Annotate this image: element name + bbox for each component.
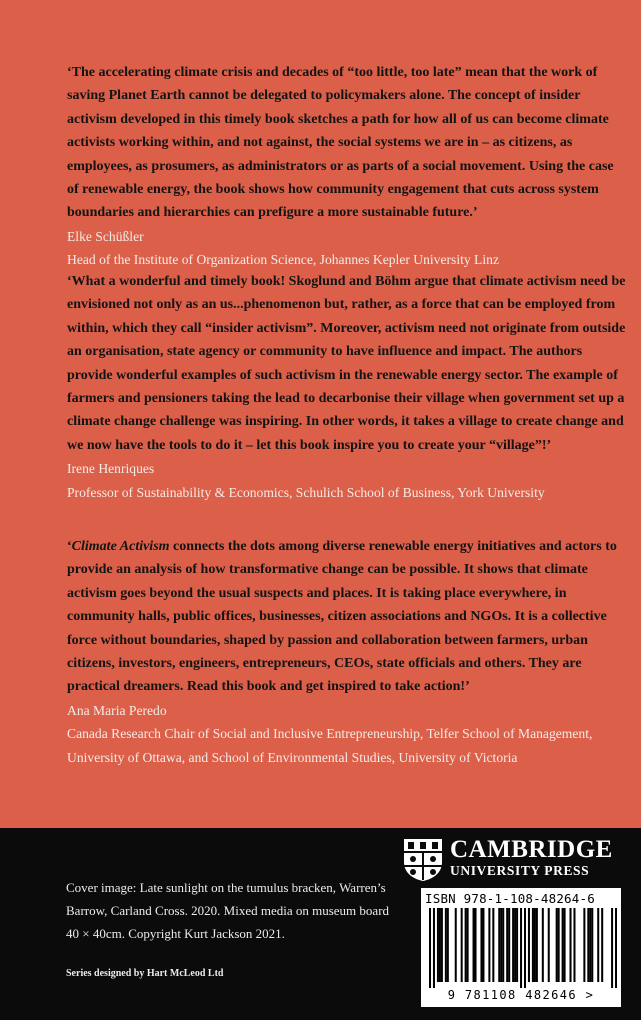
barcode-bar <box>524 908 526 988</box>
barcode-bar <box>465 908 467 982</box>
barcode-bar <box>548 908 550 982</box>
quote-open-mark: ‘ <box>67 539 72 554</box>
isbn-barcode <box>421 888 621 1007</box>
barcode-bar <box>532 908 534 982</box>
barcode-bar <box>528 908 530 982</box>
endorsement-quote <box>67 535 627 769</box>
barcode-bar <box>615 908 617 988</box>
barcode-bar <box>480 908 482 982</box>
publisher-subname: UNIVERSITY PRESS <box>450 863 590 878</box>
barcode-bar <box>542 908 544 982</box>
barcode-bar <box>583 908 585 982</box>
barcode-bar <box>488 908 490 982</box>
quote-author: Ana Maria Peredo <box>67 702 167 718</box>
quote-body: connects the dots among diverse renewable energy initiatives and actors to provide an analysis of how transformative change can be possible. It shows that climate activism goes beyond the usual suspects and places. It is taking place everywhere, in community halls, public offices, businesses, citizen associations and NGOs. It is a collective force without boundaries, shaped by passion and collaboration between farmers, urban citizens, investors, engineers, entrepreneurs, CEOs, state officials and others. They are practical dreamers. Read this book and get inspired to take action!’ <box>67 539 617 695</box>
barcode-bar <box>445 908 447 982</box>
barcode-bar <box>502 908 504 982</box>
barcode-bar <box>455 908 457 982</box>
series-credit: Series designed by Hart McLeod Ltd <box>66 968 224 979</box>
barcode-bar <box>500 908 502 982</box>
barcode-bar <box>536 908 538 982</box>
barcode-bar <box>492 908 494 982</box>
barcode-bar <box>601 908 603 982</box>
quote-affiliation: Head of the Institute of Organization Science, Johannes Kepler University Linz <box>67 252 499 268</box>
barcode-bar <box>512 908 514 982</box>
barcode-bar <box>570 908 572 982</box>
quote-author: Irene Henriques <box>67 461 155 477</box>
isbn-label: ISBN 978-1-108-48264-6 <box>425 891 595 906</box>
barcode-bar <box>482 908 484 982</box>
barcode-bar <box>514 908 516 982</box>
barcode-bar <box>441 908 443 982</box>
barcode-bar <box>429 908 431 988</box>
barcode-bar <box>439 908 441 982</box>
barcode-bar <box>587 908 589 982</box>
barcode-bar <box>461 908 463 982</box>
barcode-bar <box>473 908 475 982</box>
publisher-name: CAMBRIDGE <box>450 836 613 863</box>
barcode-bar <box>589 908 591 982</box>
endorsement-quote <box>67 270 627 504</box>
cambridge-shield-icon <box>403 838 443 882</box>
barcode-bar <box>437 908 439 982</box>
barcode-bar <box>611 908 613 988</box>
quote-affiliation: Canada Research Chair of Social and Inclusive Entrepreneurship, Telfer School of Management, University of Ottawa, and School of Environmental Studies, University of Victoria <box>67 726 593 765</box>
barcode-bar <box>556 908 558 982</box>
barcode-bar <box>562 908 564 982</box>
quote-text <box>67 535 627 699</box>
barcode-bar <box>534 908 536 982</box>
quote-text: ‘What a wonderful and timely book! Skoglund and Böhm argue that climate activism need be envisioned not only as an us...phenomenon but, rather, as a force that can be employed from within, which they call “insider activism”. Moreover, activism need not originate from outside an organisation, state agency or community to have influence and impact. The authors provide wonderful examples of such activism in the renewable energy sector. The example of farmers and pensioners taking the lead to decarbonise their village when government set up a climate change challenge was inspiring. In other words, it takes a village to create change and we now have the tools to do it – let this book inspire you to create your “village”!’ <box>67 274 626 453</box>
barcode-bar <box>516 908 518 982</box>
quote-text: ‘The accelerating climate crisis and decades of “too little, too late” mean that the work of saving Planet Earth cannot be delegated to policymakers alone. The concept of insider activism developed in this timely book sketches a path for how all of us can become climate activists working within, and not against, the social systems we are in – as citizens, as employees, as prosumers, as administrators or as parts of a social movement. Using the case of renewable energy, the book shows how community engagement that cuts across system boundaries and hierarchies can prefigure a more sustainable future.’ <box>67 65 614 221</box>
barcode-digits: 9 781108 482646 > <box>447 988 595 1002</box>
barcode-bar <box>558 908 560 982</box>
cover-credit: Cover image: Late sunlight on the tumulus bracken, Warren’s Barrow, Carland Cross. 2020. Mixed media on museum board 40 × 40cm. Copyright Kurt Jackson 2021. <box>66 880 390 941</box>
barcode-bar <box>467 908 469 982</box>
barcode-bar <box>498 908 500 982</box>
endorsement-quote <box>67 61 627 272</box>
barcode-bar <box>520 908 522 988</box>
barcode-bar <box>564 908 566 982</box>
barcode-bar <box>506 908 508 982</box>
barcode-bar <box>591 908 593 982</box>
quote-affiliation: Professor of Sustainability & Economics, Schulich School of Business, York University <box>67 484 545 500</box>
book-title: Climate Activism <box>71 539 170 554</box>
barcode-bars <box>429 908 617 988</box>
barcode-bar <box>433 908 435 988</box>
barcode-bar <box>597 908 599 982</box>
quote-author: Elke Schüßler <box>67 228 144 244</box>
barcode-bar <box>573 908 575 982</box>
barcode-bar <box>475 908 477 982</box>
barcode-bar <box>447 908 449 982</box>
barcode-bar <box>508 908 510 982</box>
